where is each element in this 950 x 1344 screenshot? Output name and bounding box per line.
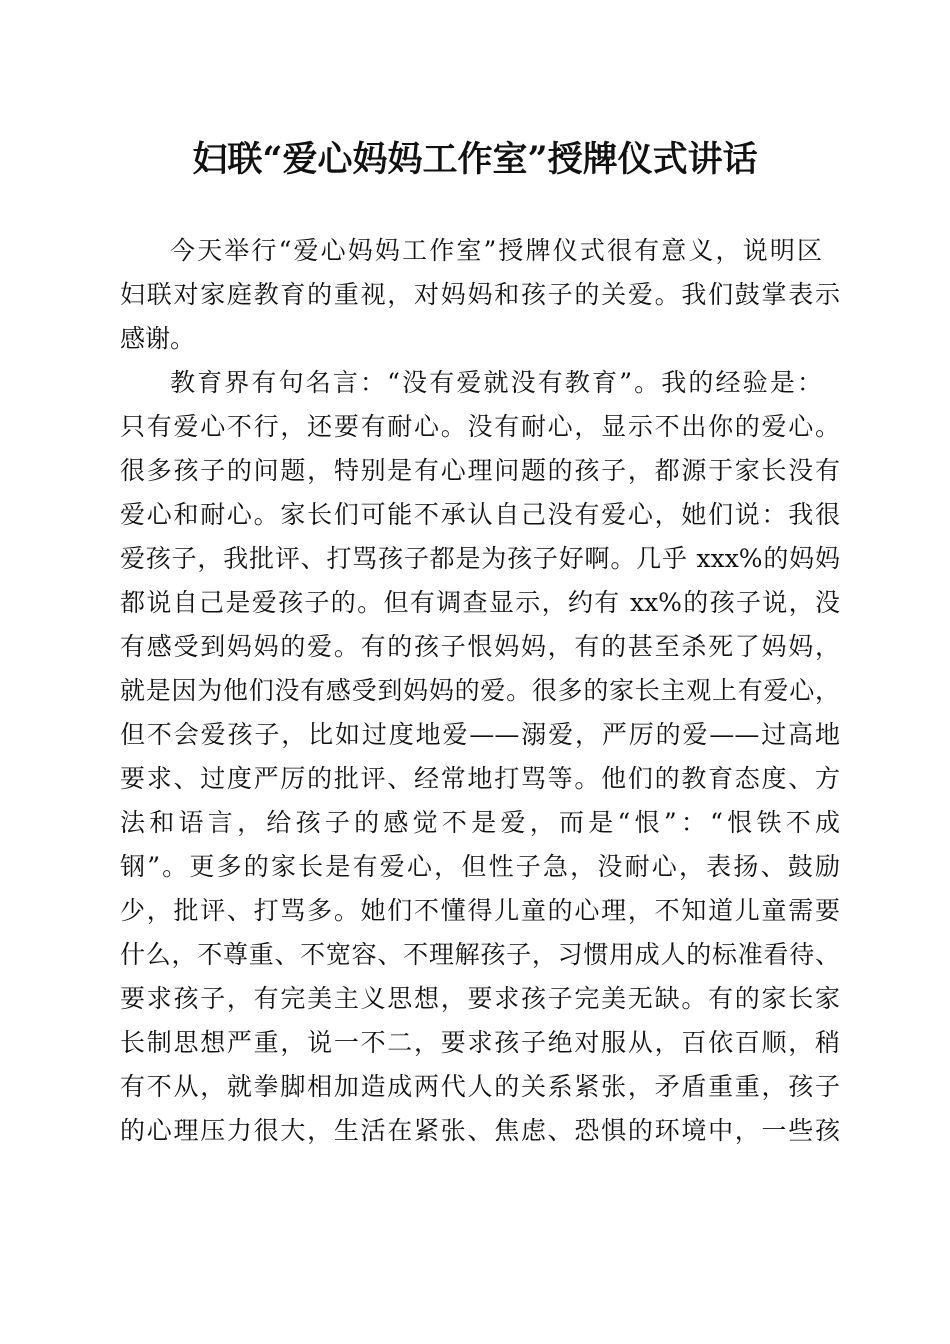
paragraph-2-line-13: 少，批评、打骂多。她们不懂得儿童的心理，不知道儿童需要 <box>120 896 840 925</box>
paragraph-1-line-1: 今天举行“爱心妈妈工作室”授牌仪式很有意义，说明区 <box>170 236 822 265</box>
paragraph-2-line-17: 有不从，就拳脚相加造成两代人的关系紧张，矛盾重重，孩子 <box>120 1072 840 1101</box>
paragraph-2-line-18: 的心理压力很大，生活在紧张、焦虑、恐惧的环境中，一些孩 <box>120 1116 840 1145</box>
paragraph-2-line-3: 很多孩子的问题，特别是有心理问题的孩子，都源于家长没有 <box>120 456 840 485</box>
paragraph-1-line-2: 妇联对家庭教育的重视，对妈妈和孩子的关爱。我们鼓掌表示 <box>120 280 840 309</box>
paragraph-2-line-6: 都说自己是爱孩子的。但有调查显示，约有 xx%的孩子说，没 <box>120 588 840 617</box>
paragraph-2-line-5: 爱孩子，我批评、打骂孩子都是为孩子好啊。几乎 xxx%的妈妈 <box>120 544 840 573</box>
paragraph-2-line-9: 但不会爱孩子，比如过度地爱——溺爱，严厉的爱——过高地 <box>120 720 840 749</box>
paragraph-2-line-11: 法和语言，给孩子的感觉不是爱，而是“恨”：“恨铁不成 <box>120 808 840 837</box>
paragraph-2-line-7: 有感受到妈妈的爱。有的孩子恨妈妈，有的甚至杀死了妈妈， <box>120 632 840 661</box>
paragraph-2-line-8: 就是因为他们没有感受到妈妈的爱。很多的家长主观上有爱心， <box>120 676 840 705</box>
paragraph-2-line-2: 只有爱心不行，还要有耐心。没有耐心，显示不出你的爱心。 <box>120 412 840 441</box>
paragraph-2-line-14: 什么，不尊重、不宽容、不理解孩子，习惯用成人的标准看待、 <box>120 940 840 969</box>
paragraph-2-line-10: 要求、过度严厉的批评、经常地打骂等。他们的教育态度、方 <box>120 764 840 793</box>
paragraph-2-line-12: 钢”。更多的家长是有爱心，但性子急，没耐心，表扬、鼓励 <box>120 852 840 881</box>
paragraph-2-line-4: 爱心和耐心。家长们可能不承认自己没有爱心，她们说：我很 <box>120 500 840 529</box>
paragraph-2-line-15: 要求孩子，有完美主义思想，要求孩子完美无缺。有的家长家 <box>120 984 840 1013</box>
paragraph-2-line-1: 教育界有句名言：“没有爱就没有教育”。我的经验是： <box>170 368 822 397</box>
paragraph-2-line-16: 长制思想严重，说一不二，要求孩子绝对服从，百依百顺，稍 <box>120 1028 840 1057</box>
paragraph-1-line-3: 感谢。 <box>120 324 196 353</box>
document-title: 妇联“爱心妈妈工作室”授牌仪式讲话 <box>192 139 758 180</box>
